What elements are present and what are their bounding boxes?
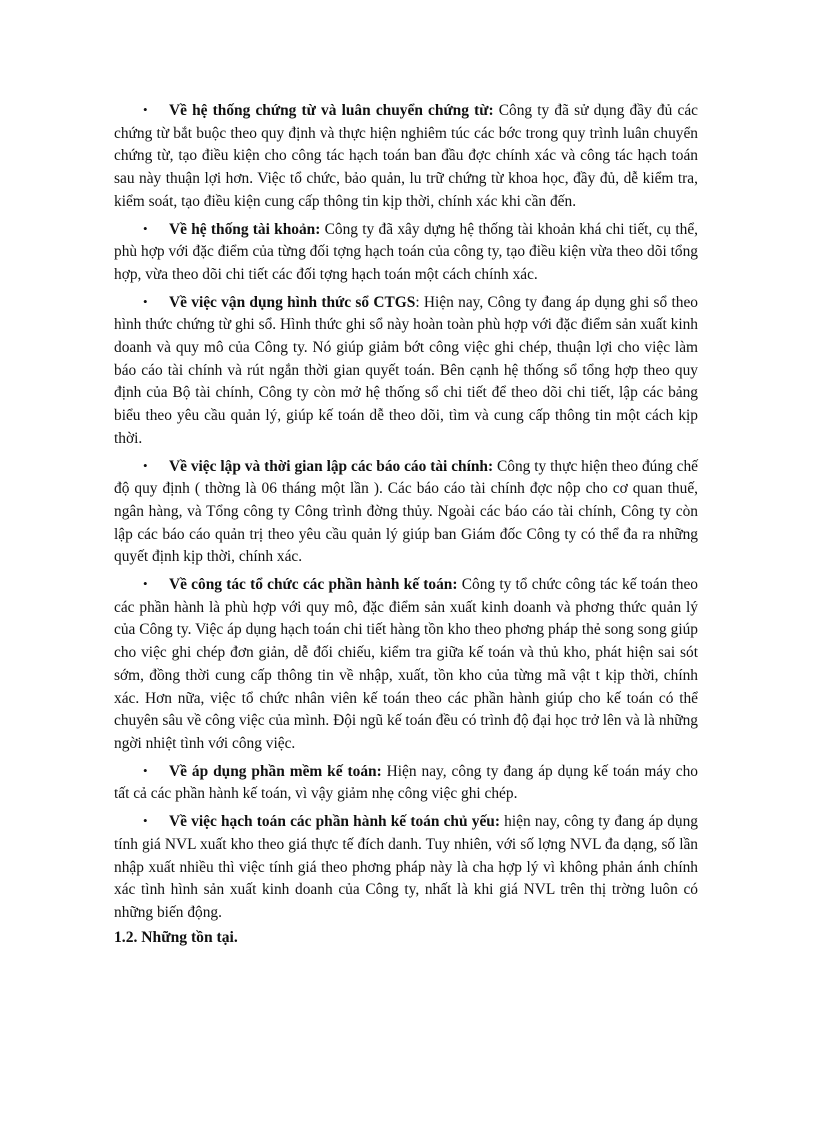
paragraph-text: : Hiện nay, Công ty đang áp dụng ghi sổ theo hình thức chứng từ ghi sổ. Hình thức ghi sổ này hoàn toàn phù hợp với đặc điểm sản xuất kinh doanh và quy mô của Công ty. Nó giúp giảm bớt công việc ghi chép, thuận lợi cho việc làm báo cáo tài chính và rút ngắn thời gian quyết toán. Bên cạnh hệ thống sổ tổng hợp theo quy định của Bộ tài chính, Công ty còn mở hệ thống sổ chi tiết để theo dõi chi tiết, lập các bảng biểu theo yêu cầu quản lý, giúp kế toán dễ theo dõi, tìm và cung cấp thông tin một cách kịp thời. (114, 293, 699, 447)
bullet-icon: • (143, 102, 148, 117)
paragraph-lead: Về áp dụng phần mềm kế toán: (169, 762, 382, 780)
paragraph-accounting-parts (114, 810, 698, 925)
section-heading: 1.2. Những tồn tại. (114, 928, 238, 946)
document-page (114, 99, 698, 947)
paragraph-text: Công ty đã sử dụng đầy đủ các chứng từ bắt buộc theo quy định và thực hiện nghiêm túc các bớc trong quy trình luân chuyển chứng từ, tạo điều kiện cho công tác hạch toán ban đầu đợc chính xác và công tác hạch toán sau này thuận lợi hơn. Việc tổ chức, bảo quản, lu trữ chứng từ khoa học, đầy đủ, dễ kiểm tra, kiểm soát, tạo điều kiện cung cấp thông tin kịp thời, chính xác khi cần đến. (114, 102, 698, 210)
paragraph-text: Công ty thực hiện theo đúng chế độ quy định ( thờng là 06 tháng một lần ). Các báo cáo tài chính đợc nộp cho cơ quan thuế, ngân hàng, và Tổng công ty Công trình đờng thủy. Ngoài các báo cáo tài chính, Công ty còn lập các báo cáo quản trị theo yêu cầu quản lý giúp ban Giám đốc Công ty có thể đa ra những quyết định kịp thời, chính xác. (114, 457, 698, 566)
paragraph-accounts (114, 218, 698, 287)
paragraph-text: Công ty đã xây dựng hệ thống tài khoản khá chi tiết, cụ thể, phù hợp với đặc điểm của từng đối tợng hạch toán của công ty, tạo điều kiện vừa theo dõi tổng hợp, vừa theo dõi chi tiết các đối tợng hạch toán một cách chính xác. (114, 220, 699, 283)
paragraph-lead: Về việc lập và thời gian lập các báo cáo tài chính: (169, 457, 494, 475)
paragraph-ctgs (114, 291, 698, 451)
bullet-icon: • (143, 457, 148, 473)
paragraph-software (114, 760, 698, 806)
paragraph-reports (114, 455, 698, 570)
paragraph-documents (114, 99, 698, 214)
paragraph-text: hiện nay, công ty đang áp dụng tính giá NVL xuất kho theo giá thực tế đích danh. Tuy nhiên, với số lợng NVL đa dạng, số lần nhập xuất nhiều thì việc tính giá theo phơng pháp này là cha hợp lý vì không phản ánh chính xác tình hình sản xuất kinh doanh của Công ty, nhất là khi giá NVL trên thị trờng luôn có những biến động. (114, 813, 698, 921)
paragraph-lead: Về công tác tổ chức các phần hành kế toán: (169, 576, 458, 594)
paragraph-lead: Về hệ thống tài khoản: (169, 220, 321, 238)
paragraph-text: Hiện nay, công ty đang áp dụng kế toán máy cho tất cả các phần hành kế toán, vì vậy giảm nhẹ công việc ghi chép. (114, 762, 698, 803)
paragraph-text: Công ty tổ chức công tác kế toán theo các phần hành là phù hợp với quy mô, đặc điểm sản xuất kinh doanh và phơng thức quản lý của Công ty. Việc áp dụng hạch toán chi tiết hàng tồn kho theo phơng pháp thẻ song song giúp cho việc ghi chép đơn giản, dễ đối chiếu, kiểm tra giữa kế toán và thủ kho, phát hiện sai sót sớm, đồng thời cung cấp thông tin về nhập, xuất, tồn kho của từng mã vật t kịp thời, chính xác. Hơn nữa, việc tổ chức nhân viên kế toán theo các phần hành giúp cho kế toán có thể chuyên sâu về công việc của mình. Đội ngũ kế toán đều có trình độ đại học trở lên và là những ngời nhiệt tình với công việc. (114, 576, 699, 752)
bullet-icon: • (143, 813, 148, 829)
paragraph-lead: Về việc vận dụng hình thức sổ CTGS (169, 293, 416, 311)
bullet-icon: • (143, 293, 148, 309)
bullet-icon: • (143, 576, 148, 592)
paragraph-lead: Về hệ thống chứng từ và luân chuyển chứng từ: (169, 102, 494, 119)
paragraph-organization (114, 573, 698, 756)
bullet-icon: • (143, 220, 148, 236)
bullet-icon: • (143, 762, 148, 778)
paragraph-lead: Về việc hạch toán các phần hành kế toán chủ yếu: (169, 813, 500, 831)
